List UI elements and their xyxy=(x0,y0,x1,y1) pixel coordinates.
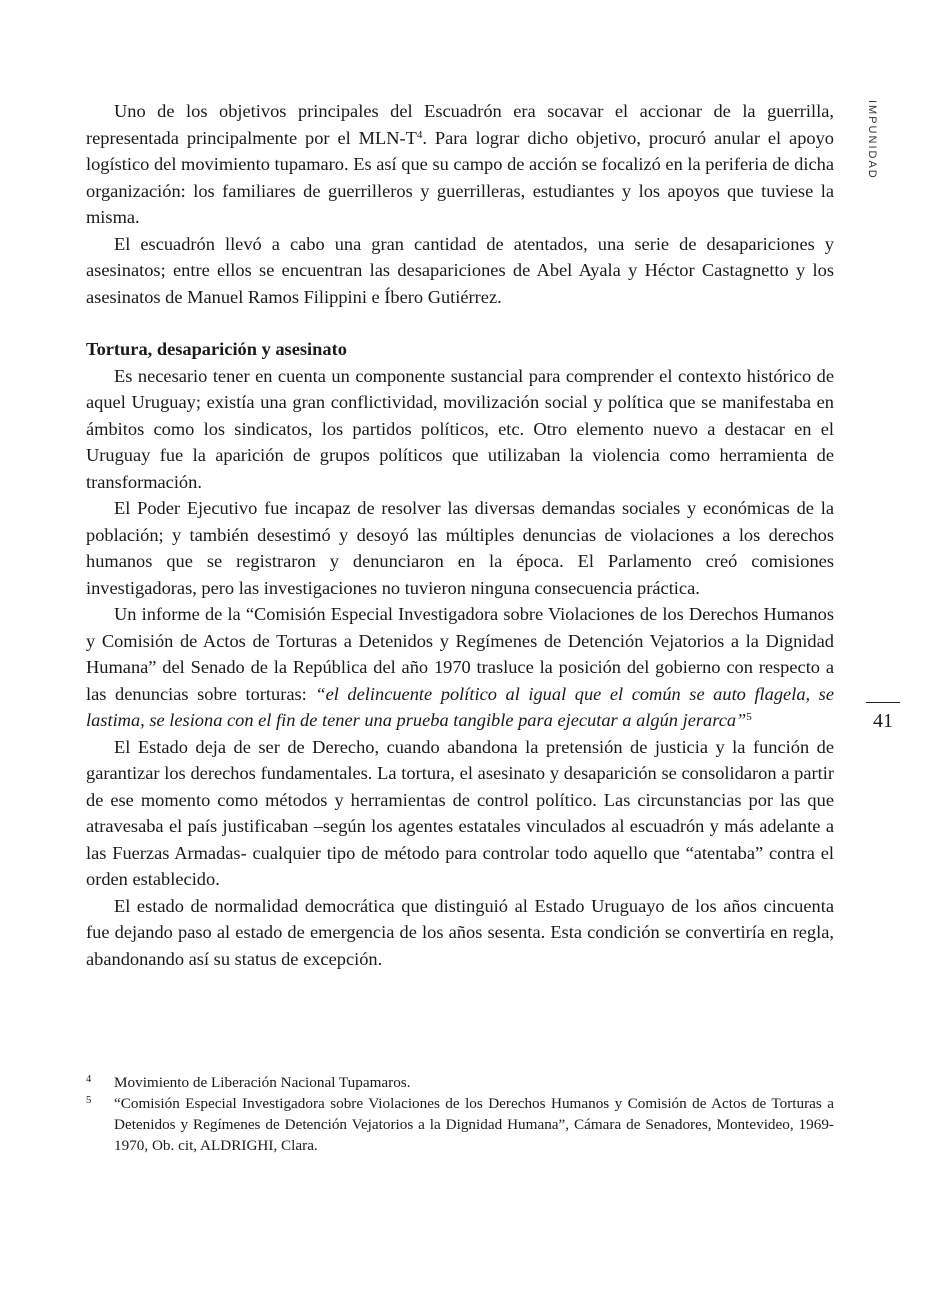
paragraph-text: Uno de los objetivos principales del Escuadrón era socavar el accionar de la guerrilla, representada principalmente por el MLN-T xyxy=(86,101,834,148)
section-heading: Tortura, desaparición y asesinato xyxy=(86,339,347,359)
section-spacer xyxy=(86,310,834,336)
footnotes xyxy=(86,1072,834,1156)
paragraph: El escuadrón llevó a cabo una gran cantidad de atentados, una serie de desapariciones y asesinatos; entre ellos se encuentran las desapariciones de Abel Ayala y Héctor Castagnetto y los asesinatos de Manuel Ramos Filippini e Íbero Gutiérrez. xyxy=(86,233,834,307)
body-text xyxy=(86,98,834,972)
footnote xyxy=(86,1093,834,1156)
paragraph xyxy=(86,98,834,231)
paragraph-text: . Para lograr dicho objetivo, procuró anular el apoyo logístico del movimiento tupamaro. Es así que su campo de acción se focalizó en la periferia de dicha organización: los familiares de guerrilleros y guerrilleras, estudiantes y los apoyos que tuviese la misma. xyxy=(86,127,834,227)
paragraph: Es necesario tener en cuenta un componente sustancial para comprender el contexto histórico de aquel Uruguay; existía una gran conflictividad, movilización social y política que se manifestaba en ámbitos como los sindicatos, los partidos políticos, etc. Otro elemento nuevo a destacar en el Uruguay fue la aparición de grupos políticos que utilizaban la violencia como herramienta de transformación. xyxy=(86,365,834,492)
footnote-text: Movimiento de Liberación Nacional Tupamaros. xyxy=(114,1074,411,1091)
page-number: 41 xyxy=(873,710,893,732)
footnote-number: 5 xyxy=(86,1095,92,1106)
paragraph xyxy=(86,601,834,734)
folio-rule xyxy=(866,702,900,703)
paragraph-text: Un informe de la “Comisión Especial Investigadora sobre Violaciones de los Derechos Humanos y Comisión de Actos de Torturas a Detenidos y Regímenes de Detención Vejatorios a la Dignidad Humana” del Senado de la República del año 1970 trasluce la posición del gobierno con respecto a las denuncias sobre torturas: xyxy=(86,604,834,704)
footnote xyxy=(86,1072,834,1093)
paragraph: El estado de normalidad democrática que distinguió al Estado Uruguayo de los años cincuenta fue dejando paso al estado de emergencia de los años sesenta. Esta condición se convertiría en regla, abandonando así su status de excepción. xyxy=(86,895,834,969)
quotation: “el delincuente político al igual que el común se auto flagela, se lastima, se lesiona con el fin de tener una prueba tangible para ejecutar a algún jerarca” xyxy=(86,683,834,730)
running-head: IMPUNIDAD xyxy=(866,100,878,180)
footnote-number: 4 xyxy=(86,1074,92,1085)
paragraph: El Poder Ejecutivo fue incapaz de resolver las diversas demandas sociales y económicas de la población; y también desestimó y desoyó las múltiples denuncias de violaciones a los derechos humanos que se registraron y denunciaron en la época. El Parlamento creó comisiones investigadoras, pero las investigaciones no tuvieron ninguna consecuencia práctica. xyxy=(86,498,834,598)
footnote-ref[interactable]: 4 xyxy=(416,128,423,141)
paragraph: El Estado deja de ser de Derecho, cuando abandona la pretensión de justicia y la función de garantizar los derechos fundamentales. La tortura, el asesinato y desaparición se consolidaron a partir de ese momento como métodos y herramientas de control político. Las circunstancias por las que atravesaba el país justificaban –según los agentes estatales vinculados al escuadrón y más adelante a las Fuerzas Armadas- cualquier tipo de método para controlar todo aquello que “atentaba” contra el orden establecido. xyxy=(86,736,834,889)
footnote-ref[interactable]: 5 xyxy=(746,711,752,723)
footnote-text: “Comisión Especial Investigadora sobre Violaciones de los Derechos Humanos y Comisión de Actos de Torturas a Detenidos y Regímenes de Detención Vejatorios a la Dignidad Humana”, Cámara de Senadores, Montevideo, 1969-1970, Ob. cit, ALDRIGHI, Clara. xyxy=(114,1095,834,1154)
